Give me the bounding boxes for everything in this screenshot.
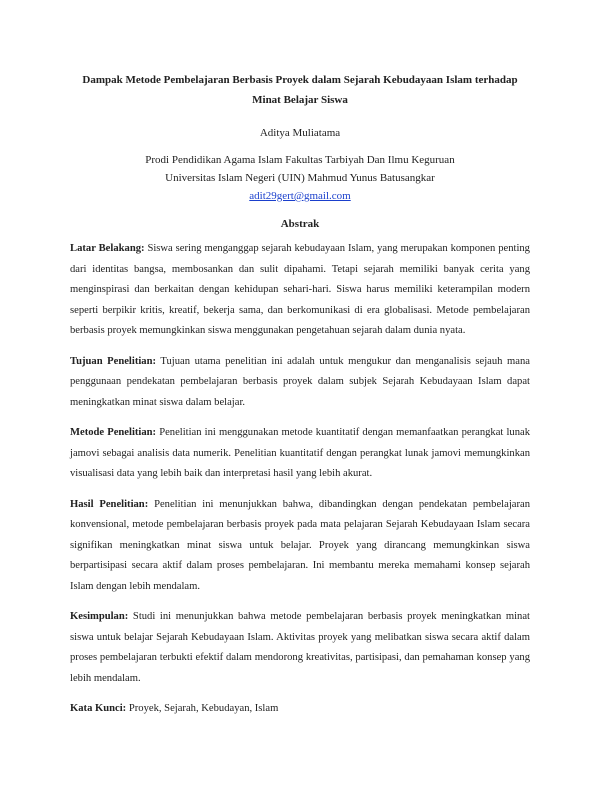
section-text: Penelitian ini menunjukkan bahwa, dibandingkan dengan pendekatan pembelajaran konvensional, metode pembelajaran berbasis proyek pada mata pelajaran Sejarah Kebudayaan Islam secara signifikan meningkatkan minat siswa untuk belajar. Proyek yang dirancang memungkinkan siswa berpartisipasi secara aktif dalam proses pembelajaran. Ini membantu mereka memahami konsep sejarah Islam dengan lebih mendalam. bbox=[70, 498, 530, 592]
section-kata-kunci bbox=[70, 699, 530, 720]
affiliation-line-2: Universitas Islam Negeri (UIN) Mahmud Yunus Batusangkar bbox=[165, 172, 435, 184]
section-text: Tujuan utama penelitian ini adalah untuk mengukur dan menganalisis sejauh mana penggunaan pendekatan pembelajaran berbasis proyek dalam subjek Sejarah Kebudayaan Islam dapat meningkatkan minat siswa dalam belajar. bbox=[70, 355, 530, 408]
section-text: Proyek, Sejarah, Kebudayan, Islam bbox=[128, 703, 279, 714]
author-email-link[interactable]: adit29gert@gmail.com bbox=[249, 190, 351, 202]
abstract-heading: Abstrak bbox=[280, 218, 320, 230]
author-name: Aditya Muliatama bbox=[259, 127, 341, 139]
section-metode-penelitian bbox=[70, 423, 530, 485]
paper-title: Dampak Metode Pembelajaran Berbasis Proyek dalam Sejarah Kebudayaan Islam terhadap Minat Belajar Siswa bbox=[82, 74, 518, 106]
section-label: Kesimpulan: bbox=[70, 611, 129, 622]
section-label: Tujuan Penelitian: bbox=[70, 355, 157, 367]
affiliation bbox=[70, 151, 530, 187]
section-label: Kata Kunci: bbox=[70, 703, 127, 714]
section-text: Penelitian ini menggunakan metode kuantitatif dengan memanfaatkan perangkat lunak jamovi sebagai analisis data numerik. Penelitian kuantitatif dengan perangkat lunak jamovi memungkinkan visualisasi data yang lebih baik dan interpretasi hasil yang lebih akurat. bbox=[70, 427, 530, 479]
section-label: Latar Belakang: bbox=[70, 243, 145, 254]
section-label: Hasil Penelitian: bbox=[70, 498, 149, 510]
section-latar-belakang bbox=[70, 239, 530, 342]
section-tujuan-penelitian bbox=[70, 352, 530, 414]
section-label: Metode Penelitian: bbox=[70, 427, 157, 438]
section-text: Studi ini menunjukkan bahwa metode pembelajaran berbasis proyek meningkatkan minat siswa untuk belajar Sejarah Kebudayaan Islam. Aktivitas proyek yang melibatkan siswa secara aktif dalam proses pembelajaran terbukti efektif dalam mendorong kreativitas, partisipasi, dan pemahaman konsep yang lebih mendalam. bbox=[70, 611, 530, 684]
section-text: Siswa sering menganggap sejarah kebudayaan Islam, yang merupakan komponen penting dari identitas bangsa, membosankan dan sulit dipahami. Tetapi sejarah memiliki banyak cerita yang menginspirasi dan berkaitan dengan kehidupan sehari-hari. Siswa harus memiliki keterampilan modern seperti berpikir kritis, kreatif, bekerja sama, dan berkomunikasi di era globalisasi. Metode pembelajaran berbasis proyek memungkinkan siswa menggunakan pengetahuan sejarah dalam dunia nyata. bbox=[70, 243, 530, 336]
affiliation-line-1: Prodi Pendidikan Agama Islam Fakultas Tarbiyah Dan Ilmu Keguruan bbox=[145, 154, 455, 166]
section-hasil-penelitian bbox=[70, 495, 530, 598]
section-kesimpulan bbox=[70, 607, 530, 689]
